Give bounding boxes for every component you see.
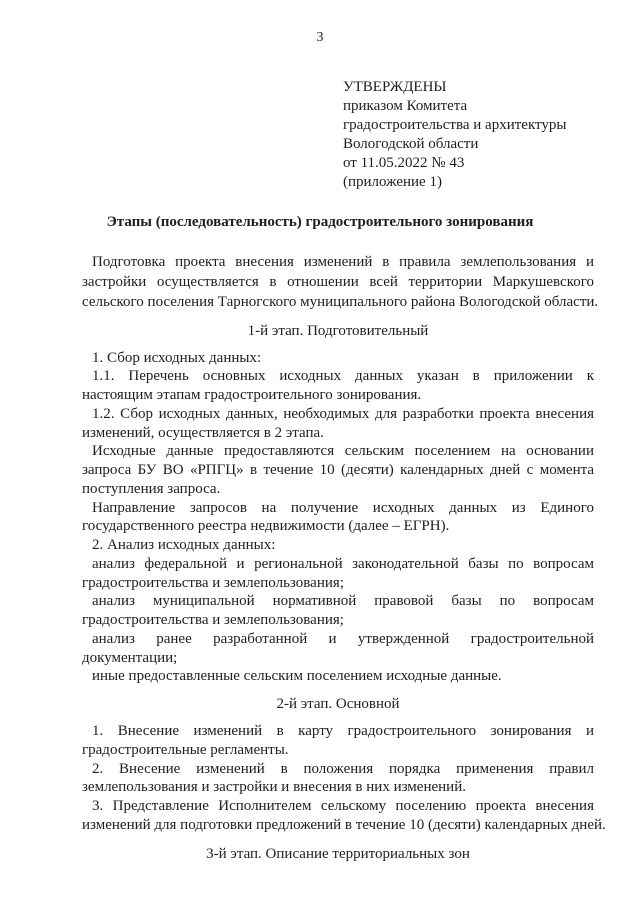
stage3-heading: 3-й этап. Описание территориальных зон [206,846,470,862]
approval-line: градостроительства и архитектуры [343,117,567,133]
approval-line: от 11.05.2022 № 43 [343,155,465,171]
stage1-heading: 1-й этап. Подготовительный [247,323,429,339]
stage1-line: запроса БУ ВО «РПГЦ» в течение 10 (десяти) календарных дней с момента [82,462,594,478]
stage2-line: землепользования и застройки и внесения в них изменений. [82,779,466,795]
stage2-heading: 2-й этап. Основной [276,696,400,712]
stage1-line: градостроительства и землепользования; [82,612,344,628]
stage1-line: настоящим этапам градостроительного зонирования. [82,387,422,403]
stage2-line: 2. Внесение изменений в положения порядка применения правил [92,761,594,777]
approval-line: приказом Комитета [343,98,468,114]
intro-line: сельского поселения Тарногского муниципального района Вологодской области. [82,294,599,310]
stage2-line: изменений для подготовки предложений в течение 10 (десяти) календарных дней. [82,817,606,833]
stage1-line: 2. Анализ исходных данных: [92,537,276,553]
stage1-line: анализ федеральной и региональной законодательной базы по вопросам [92,556,594,572]
stage1-line: изменений, осуществляется в 2 этапа. [82,425,324,441]
approval-block [343,78,566,192]
stage1-line: государственного реестра недвижимости (далее – ЕГРН). [82,518,450,534]
stage1-line: документации; [82,650,178,666]
stage1-line: Исходные данные предоставляются сельским поселением на основании [92,443,594,459]
page-number: 3 [316,30,324,45]
stage1-line: 1.2. Сбор исходных данных, необходимых для разработки проекта внесения [92,406,594,422]
approval-line: УТВЕРЖДЕНЫ [343,79,447,95]
document-title: Этапы (последовательность) градостроительного зонирования [106,214,534,230]
stage1-line: 1. Сбор исходных данных: [92,350,262,366]
stage2-line: градостроительные регламенты. [82,742,289,758]
stage1-line: Направление запросов на получение исходных данных из Единого [92,500,594,516]
stage1-line: иные предоставленные сельским поселением исходные данные. [92,668,502,684]
stage1-line: градостроительства и землепользования; [82,575,344,591]
intro-line: застройки осуществляется в отношении всей территории Маркушевского [82,274,594,290]
stage1-line: 1.1. Перечень основных исходных данных указан в приложении к [92,368,594,384]
stage1-line: анализ ранее разработанной и утвержденной градостроительной [92,631,594,647]
approval-line: (приложение 1) [343,174,442,190]
stage2-line: 3. Представление Исполнителем сельскому поселению проекта внесения [92,798,594,814]
stage1-line: анализ муниципальной нормативной правовой базы по вопросам [92,593,594,609]
stage2-line: 1. Внесение изменений в карту градостроительного зонирования и [92,723,594,739]
approval-line: Вологодской области [343,136,479,152]
stage1-line: поступления запроса. [82,481,221,497]
intro-line: Подготовка проекта внесения изменений в правила землепользования и [92,254,594,270]
